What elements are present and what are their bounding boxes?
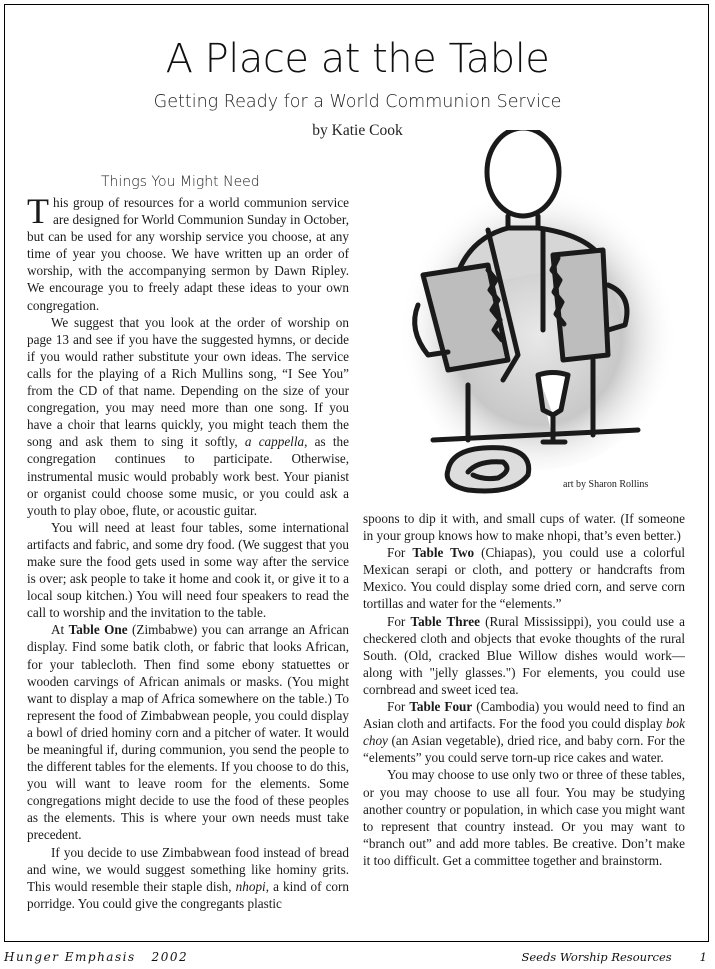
paragraph-text: as the congregation continues to participate. Otherwise, instrumental music would probably work best. Your pianist or organist could choose some music, or you could ask a youth to play oboe, flute, or acoustic guitar. xyxy=(27,434,349,518)
paragraph-text: (Chiapas), you could use a colorful Mexican serapi or cloth, and pottery or handcrafts from Mexico. You could display some dried corn, and serve corn tortillas and water for the “elements.” xyxy=(363,545,685,612)
paragraph-text: For xyxy=(387,613,411,629)
italic-term: nhopi xyxy=(235,878,266,894)
paragraph-text: (Zimbabwe) you can arrange an African display. Find some batik cloth, or fabric that looks African, for your tablecloth. Then find some ebony statuettes or wooden carvings of African animals or masks. (You might want to display a map of Africa somewhere on the table.) To represent the food of Zimbabwean people, you could display a bowl of dried hominy corn and a pitcher of water. It would be meaningful if, during communion, you send the people to the different tables for the elements. If you choose to do this, you will want to leave room for the elements. Some congregations might decide to use the food of these peoples as the elements. This is where your own needs must take precedent. xyxy=(27,622,350,843)
head-shape xyxy=(487,130,559,216)
paragraph-text: (Cambodia) you would need to find an Asian cloth and artifacts. For the food you could display xyxy=(363,699,685,732)
paragraph-text: At xyxy=(51,622,69,638)
bread-plate xyxy=(447,448,529,491)
table-three-label: Table Three xyxy=(410,613,480,629)
table-four-label: Table Four xyxy=(409,699,473,715)
paragraph-continued: spoons to dip it with, and small cups of water. (If someone in your group knows how to make nhopi, that’s even better.) xyxy=(363,511,685,544)
paragraph-zimbabwe-food xyxy=(27,844,349,912)
paragraph-text: , a kind of corn porridge. You could give the congregants plastic xyxy=(27,878,349,911)
italic-term: bok choy xyxy=(363,716,685,749)
right-column xyxy=(363,510,685,869)
footer-series xyxy=(521,950,707,964)
page-subtitle: Getting Ready for a World Communion Service xyxy=(153,92,562,112)
paragraph-music xyxy=(27,314,349,519)
section-heading: Things You Might Need xyxy=(101,174,260,190)
left-column xyxy=(27,191,350,912)
paragraph-table-one xyxy=(27,621,349,843)
footer-publication: Hunger Emphasis 2002 xyxy=(4,950,189,964)
author-byline: by Katie Cook xyxy=(312,122,403,139)
table-two-label: Table Two xyxy=(412,545,475,561)
paragraph-text: (an Asian vegetable), dried rice, and baby corn. For the “elements” you could serve torn-up rice cakes and water. xyxy=(363,733,685,766)
paragraph-table-four xyxy=(363,698,685,766)
paragraph-closing: You may choose to use only two or three of these tables, or you may choose to use all four. You may be studying another country or population, in which case you might want to represent that country instead. Or you may want to “branch out” and add more tables. Be creative. Don’t make it too difficult. Get a committee together and brainstorm. xyxy=(363,767,685,868)
paragraph-table-three xyxy=(363,613,685,698)
paragraph-text: (Rural Mississippi), you could use a checkered cloth and objects that evoke thoughts of the rural South. (Old, cracked Blue Willow dishes would work—along with "jelly glasses.") For elements, you could use cornbread and sweet iced tea. xyxy=(363,613,685,697)
page-number: 1 xyxy=(699,950,707,964)
italic-term: a cappella, xyxy=(244,434,308,450)
table-one-label: Table One xyxy=(68,622,128,638)
paragraph-tables: You will need at least four tables, some international artifacts and fabric, and some dry food. (We suggest that you make sure the food gets used in some way after the service is over; ask people to take it home and cook it, or give it to a local soup kitchen.) You will need four speakers to read the call to worship and the invitation to the table. xyxy=(27,519,349,621)
communion-figure-illustration xyxy=(393,130,683,500)
paragraph-text: We suggest that you look at the order of worship on page 13 and see if you have the suggested hymns, or decide if you would rather substitute your own ideas. The service calls for the playing of a Rich Mullins song, “I See You” from the CD of that name. Depending on the size of your congregation, you may need more than one song. If you have a choir that learns quickly, you might teach them the song and ask them to sing it softly, xyxy=(27,314,349,450)
paragraph-table-two xyxy=(363,544,685,612)
paragraph-intro xyxy=(27,191,349,314)
footer-series-name: Seeds Worship Resources xyxy=(521,950,672,964)
paragraph-text: If you decide to use Zimbabwean food instead of bread and wine, we would suggest something like hominy grits. This would resemble their staple dish, xyxy=(27,844,349,894)
paragraph-text: For xyxy=(387,545,413,561)
paragraph-text: his group of resources for a world communion service are designed for World Communion Sunday in October, but can be used for any worship service you choose, at any time of year you choose. We have written up an order of worship, with the accompanying sermon by Dawn Ripley. We encourage you to freely adapt these ideas to your own congregation. xyxy=(27,195,349,313)
art-credit: art by Sharon Rollins xyxy=(563,479,649,490)
drop-cap: T xyxy=(27,191,49,231)
page-title: A Place at the Table xyxy=(165,36,550,82)
paragraph-text: For xyxy=(387,699,410,715)
